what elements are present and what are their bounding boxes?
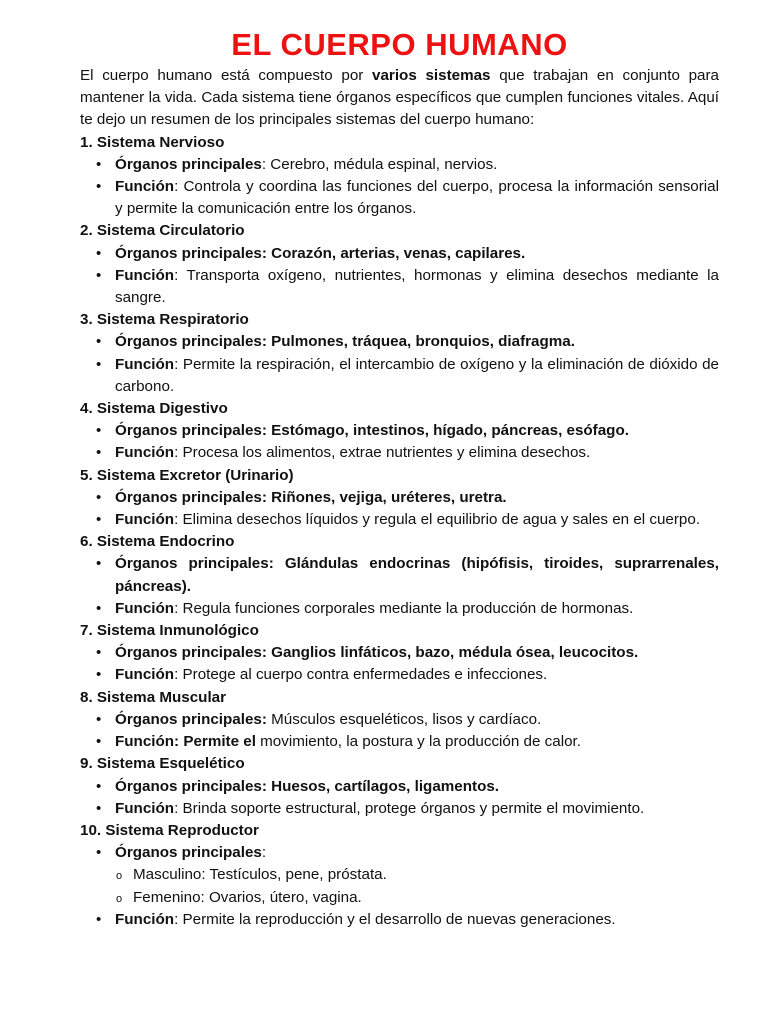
bullet-icon: •	[96, 844, 102, 862]
organs-item	[96, 331, 719, 353]
function-label: Función	[115, 178, 175, 196]
document-title: EL CUERPO HUMANO	[231, 27, 568, 62]
function-label: Función	[115, 444, 175, 462]
function-label: Función	[115, 355, 175, 373]
bullet-icon: •	[96, 511, 102, 529]
function-value: : Controla y coordina las funciones del cuerpo, procesa la información sensorial y permite la comunicación entre los órganos.	[115, 178, 719, 218]
bullet-icon: •	[96, 333, 102, 351]
intro-text-start: El cuerpo humano está compuesto por	[80, 67, 373, 84]
function-item	[96, 176, 719, 220]
function-item	[96, 731, 719, 753]
function-item	[96, 354, 719, 398]
system-heading: 10. Sistema Reproductor	[80, 821, 259, 839]
bullet-icon: •	[96, 666, 102, 684]
organs-item	[96, 776, 719, 798]
organs-label: Órganos principales: Estómago, intestinos, hígado, páncreas, esófago.	[115, 422, 629, 440]
organs-sub-list	[115, 864, 719, 908]
bullet-icon: •	[96, 178, 102, 196]
function-label: Función	[115, 266, 175, 284]
function-label: Función	[115, 511, 175, 529]
function-item	[96, 265, 719, 309]
organs-item	[96, 487, 719, 509]
systems-list	[80, 132, 719, 931]
function-item	[96, 442, 719, 464]
system-heading: 5. Sistema Excretor (Urinario)	[80, 466, 294, 484]
system-heading: 6. Sistema Endocrino	[80, 533, 235, 551]
organs-label: Órganos principales: Corazón, arterias, venas, capilares.	[115, 244, 526, 262]
organs-value: :	[261, 844, 267, 862]
function-value: : Procesa los alimentos, extrae nutrientes y elimina desechos.	[174, 444, 591, 462]
function-item	[96, 798, 719, 820]
function-label: Función	[115, 799, 175, 817]
bullet-icon: •	[96, 555, 102, 573]
document-page	[80, 26, 719, 931]
function-value: movimiento, la postura y la producción de calor.	[255, 733, 581, 751]
intro-text-end: que trabajan en conjunto para mantener la vida. Cada sistema tiene órganos específicos que cumplen funciones vitales. Aquí te dejo un resumen de los principales sistemas del cuerpo humano:	[80, 67, 719, 129]
system-details-list	[80, 642, 719, 686]
function-value: : Protege al cuerpo contra enfermedades e infecciones.	[174, 666, 548, 684]
bullet-icon: •	[96, 244, 102, 262]
function-value: : Elimina desechos líquidos y regula el equilibrio de agua y sales en el cuerpo.	[174, 511, 701, 529]
function-label: Función	[115, 910, 175, 928]
function-value: : Permite la respiración, el intercambio de oxígeno y la eliminación de dióxido de carbono.	[115, 355, 719, 395]
bullet-icon: •	[96, 155, 102, 173]
organs-sub-text: Femenino: Ovarios, útero, vagina.	[133, 888, 362, 906]
sub-bullet-icon: o	[116, 870, 123, 883]
system-heading: 3. Sistema Respiratorio	[80, 311, 249, 329]
system-heading: 1. Sistema Nervioso	[80, 133, 225, 151]
system-details-list	[80, 842, 719, 931]
organs-label: Órganos principales: Ganglios linfáticos, bazo, médula ósea, leucocitos.	[115, 644, 639, 662]
system-details-list	[80, 154, 719, 221]
bullet-icon: •	[96, 422, 102, 440]
bullet-icon: •	[96, 910, 102, 928]
intro-bold-text: varios sistemas	[372, 67, 491, 84]
organs-label: Órganos principales: Glándulas endocrinas (hipófisis, tiroides, suprarrenales, páncreas).	[115, 555, 719, 595]
function-value: : Regula funciones corporales mediante la producción de hormonas.	[174, 599, 634, 617]
system-details-list	[80, 487, 719, 531]
bullet-icon: •	[96, 266, 102, 284]
organs-sub-text: Masculino: Testículos, pene, próstata.	[133, 866, 387, 884]
bullet-icon: •	[96, 444, 102, 462]
organs-value: : Cerebro, médula espinal, nervios.	[261, 155, 498, 173]
function-label: Función: Permite el	[115, 733, 256, 751]
organs-item	[96, 243, 719, 265]
organs-label: Órganos principales: Pulmones, tráquea, bronquios, diafragma.	[115, 333, 575, 351]
function-value: : Transporta oxígeno, nutrientes, hormonas y elimina desechos mediante la sangre.	[115, 266, 719, 307]
organs-label: Órganos principales: Huesos, cartílagos, ligamentos.	[115, 777, 500, 795]
sub-bullet-icon: o	[116, 892, 123, 905]
organs-label: Órganos principales:	[115, 710, 267, 728]
function-label: Función	[115, 666, 175, 684]
function-value: : Brinda soporte estructural, protege órganos y permite el movimiento.	[174, 799, 645, 817]
function-value: : Permite la reproducción y el desarrollo de nuevas generaciones.	[174, 910, 616, 928]
bullet-icon: •	[96, 488, 102, 506]
function-item	[96, 598, 719, 620]
system-heading: 2. Sistema Circulatorio	[80, 222, 245, 240]
bullet-icon: •	[96, 355, 102, 373]
system-details-list	[80, 709, 719, 753]
function-item	[96, 909, 719, 931]
system-details-list	[80, 420, 719, 464]
system-heading: 8. Sistema Muscular	[80, 688, 227, 706]
function-label: Función	[115, 599, 175, 617]
system-details-list	[80, 553, 719, 620]
organs-item	[96, 154, 719, 176]
function-item	[96, 664, 719, 686]
function-item	[96, 509, 719, 531]
system-heading: 9. Sistema Esquelético	[80, 755, 245, 773]
bullet-icon: •	[96, 733, 102, 751]
organs-label: Órganos principales: Riñones, vejiga, uréteres, uretra.	[115, 488, 507, 506]
system-details-list	[80, 243, 719, 310]
system-heading: 7. Sistema Inmunológico	[80, 622, 259, 640]
organs-value: Músculos esqueléticos, lisos y cardíaco.	[266, 710, 542, 728]
organs-item	[96, 420, 719, 442]
organs-sub-item	[116, 864, 719, 886]
organs-label: Órganos principales	[115, 155, 262, 173]
organs-sub-item	[116, 887, 719, 909]
organs-item	[96, 709, 719, 731]
organs-item	[96, 642, 719, 664]
system-heading: 4. Sistema Digestivo	[80, 400, 228, 418]
bullet-icon: •	[96, 644, 102, 662]
bullet-icon: •	[96, 710, 102, 728]
organs-label: Órganos principales	[115, 844, 262, 862]
organs-item	[96, 553, 719, 597]
bullet-icon: •	[96, 777, 102, 795]
intro-paragraph	[80, 65, 719, 132]
system-details-list	[80, 776, 719, 820]
system-details-list	[80, 331, 719, 398]
bullet-icon: •	[96, 599, 102, 617]
organs-item	[96, 842, 719, 909]
bullet-icon: •	[96, 799, 102, 817]
